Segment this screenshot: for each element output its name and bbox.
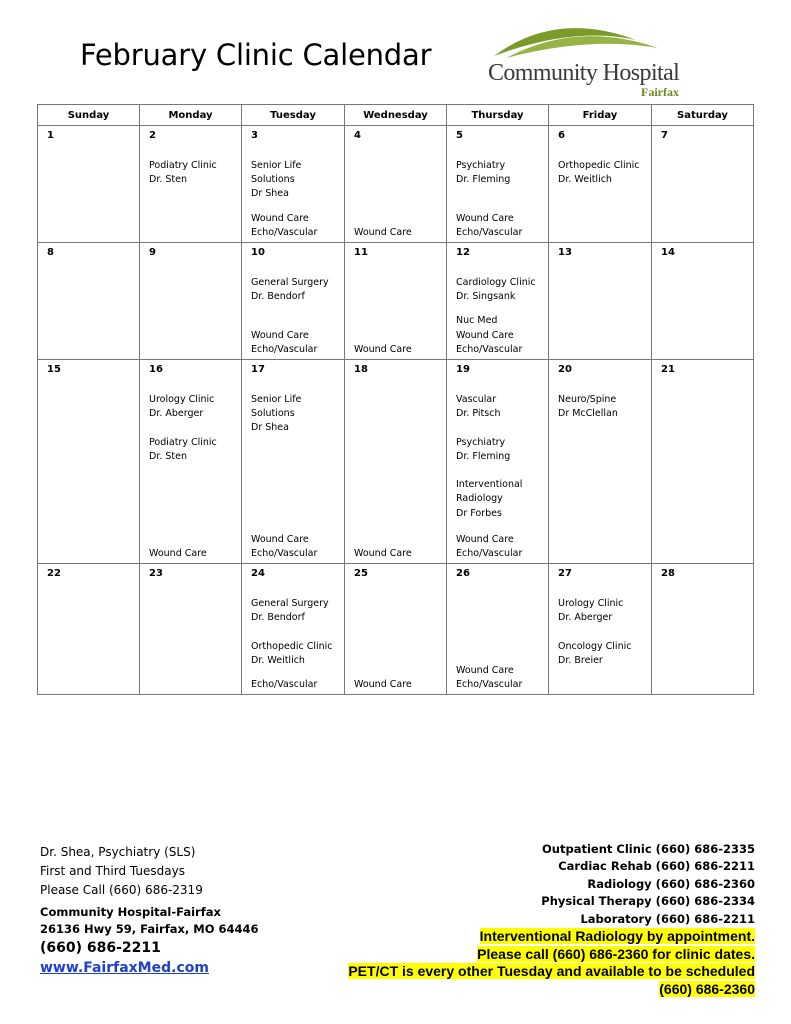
service-events: [456, 664, 522, 692]
clinic-event-line: Dr. Breier: [558, 654, 603, 666]
clinic-event-line: Urology Clinic: [149, 394, 215, 405]
department-phone: Physical Therapy (660) 686-2334: [541, 894, 755, 909]
service-event-line: Echo/Vascular: [456, 547, 523, 559]
clinic-event-line: Urology Clinic: [558, 598, 624, 609]
service-events: [251, 533, 317, 561]
day-number: 12: [456, 247, 470, 258]
logo-subtitle: Fairfax: [641, 85, 679, 99]
calendar-day-cell: [345, 360, 447, 564]
clinic-event-line: Dr. Aberger: [149, 408, 204, 420]
service-event-line: Wound Care: [354, 678, 412, 690]
clinic-event-line: Solutions: [251, 174, 295, 186]
notice-line: (660) 686-2360: [659, 980, 755, 997]
psychiatry-note-line: First and Third Tuesdays: [40, 864, 185, 878]
service-event-line: Wound Care: [354, 547, 412, 559]
clinic-event-line: Psychiatry: [456, 436, 506, 448]
calendar-day-cell: [549, 564, 652, 695]
day-number: 1: [47, 130, 54, 141]
service-events: [149, 547, 207, 561]
calendar-day-cell: [652, 126, 754, 243]
day-number: 19: [456, 364, 470, 375]
clinic-event-line: Podiatry Clinic: [149, 436, 217, 448]
calendar-table: [37, 104, 754, 695]
day-number: 7: [661, 130, 668, 141]
clinic-event-line: Dr. Sten: [149, 450, 188, 462]
calendar-day-cell: [242, 126, 345, 243]
clinic-event-line: Dr. Bendorf: [251, 291, 305, 303]
service-event-line: Echo/Vascular: [251, 343, 318, 355]
clinic-event-line: Dr. Weitlich: [251, 654, 305, 666]
clinic-event-line: Interventional: [456, 479, 523, 491]
clinic-event-line: Dr. Fleming: [456, 174, 511, 186]
weekday-header: Thursday: [447, 105, 549, 126]
calendar-day-cell: [447, 126, 549, 243]
service-event-line: Echo/Vascular: [251, 678, 318, 690]
service-events: [354, 547, 412, 561]
clinic-event-line: Neuro/Spine: [558, 394, 617, 405]
highlighted-notice: [348, 928, 755, 998]
clinic-events: [149, 159, 217, 187]
service-events: [456, 533, 522, 561]
calendar-day-cell: [549, 243, 652, 360]
calendar-day-cell: [140, 243, 242, 360]
calendar-day-cell: [140, 126, 242, 243]
notice-line: PET/CT is every other Tuesday and available to be scheduled: [348, 963, 755, 979]
service-events: [354, 226, 412, 240]
notice-line: Please call (660) 686-2360 for clinic dates.: [477, 945, 755, 962]
weekday-header-row: [38, 105, 754, 126]
hospital-logo: [486, 14, 711, 99]
clinic-event-line: Dr. Aberger: [558, 612, 613, 624]
service-event-line: Wound Care: [251, 212, 309, 224]
clinic-event-line: Dr. Fleming: [456, 450, 511, 462]
weekday-header: Monday: [140, 105, 242, 126]
day-number: 21: [661, 364, 675, 375]
clinic-events: [251, 276, 329, 304]
clinic-event-line: Podiatry Clinic: [149, 160, 217, 171]
clinic-event-line: Cardiology Clinic: [456, 277, 536, 288]
service-events: [354, 678, 412, 692]
day-number: 18: [354, 364, 368, 375]
service-event-line: Wound Care: [456, 664, 514, 676]
service-event-line: Wound Care: [456, 329, 514, 341]
day-number: 15: [47, 364, 61, 375]
calendar-day-cell: [38, 243, 140, 360]
service-events: [456, 314, 522, 357]
day-number: 27: [558, 568, 572, 579]
department-phone: Cardiac Rehab (660) 686-2211: [558, 859, 755, 874]
clinic-event-line: Radiology: [456, 493, 503, 505]
service-event-line: Echo/Vascular: [456, 226, 523, 238]
logo-arc-icon: [486, 14, 711, 64]
calendar-day-cell: [38, 360, 140, 564]
day-number: 13: [558, 247, 572, 258]
psychiatry-note-line: Please Call (660) 686-2319: [40, 883, 203, 897]
clinic-event-line: Dr. Pitsch: [456, 408, 501, 420]
logo-name: Community Hospital: [488, 60, 680, 86]
day-number: 20: [558, 364, 572, 375]
calendar-day-cell: [447, 243, 549, 360]
clinic-event-line: General Surgery: [251, 598, 329, 609]
clinic-event-line: Dr. Singsank: [456, 291, 516, 303]
clinic-event-line: Dr McClellan: [558, 408, 618, 420]
clinic-event-line: Dr. Sten: [149, 174, 188, 186]
clinic-events: [251, 393, 301, 436]
clinic-event-line: Solutions: [251, 408, 295, 420]
clinic-event-line: Dr. Bendorf: [251, 612, 305, 624]
day-number: 6: [558, 130, 565, 141]
clinic-event-line: Senior Life: [251, 394, 302, 405]
clinic-event-line: [251, 625, 333, 639]
service-event-line: Echo/Vascular: [456, 343, 523, 355]
weekday-header: Friday: [549, 105, 652, 126]
clinic-events: [558, 597, 631, 668]
day-number: 24: [251, 568, 265, 579]
calendar-day-cell: [652, 564, 754, 695]
calendar-day-cell: [447, 360, 549, 564]
website-link[interactable]: www.FairfaxMed.com: [40, 960, 209, 976]
clinic-event-line: [558, 625, 631, 639]
department-phones: [541, 841, 755, 928]
clinic-event-line: Oncology Clinic: [558, 640, 632, 652]
weekday-header: Wednesday: [345, 105, 447, 126]
day-number: 23: [149, 568, 163, 579]
clinic-event-line: [456, 421, 522, 435]
day-number: 25: [354, 568, 368, 579]
weekday-header: Sunday: [38, 105, 140, 126]
hospital-address: 26136 Hwy 59, Fairfax, MO 64446: [40, 922, 259, 936]
weekday-header: Tuesday: [242, 105, 345, 126]
calendar-day-cell: [140, 360, 242, 564]
day-number: 22: [47, 568, 61, 579]
service-events: [456, 212, 522, 240]
calendar-day-cell: [345, 243, 447, 360]
day-number: 9: [149, 247, 156, 258]
day-number: 28: [661, 568, 675, 579]
day-number: 4: [354, 130, 361, 141]
clinic-events: [149, 393, 217, 464]
service-events: [251, 212, 317, 240]
day-number: 5: [456, 130, 463, 141]
department-phone: Laboratory (660) 686-2211: [580, 911, 755, 926]
day-number: 17: [251, 364, 265, 375]
clinic-event-line: Senior Life: [251, 160, 302, 171]
service-event-line: Echo/Vascular: [251, 547, 318, 559]
clinic-event-line: Dr Shea: [251, 188, 289, 200]
clinic-event-line: General Surgery: [251, 277, 329, 288]
calendar-day-cell: [242, 243, 345, 360]
calendar-day-cell: [549, 126, 652, 243]
department-phone: Radiology (660) 686-2360: [587, 876, 755, 891]
clinic-event-line: [456, 464, 522, 478]
service-event-line: Wound Care: [251, 533, 309, 545]
day-number: 8: [47, 247, 54, 258]
calendar-week-row: [38, 243, 754, 360]
clinic-event-line: [149, 421, 217, 435]
footer-contact: [40, 843, 258, 978]
calendar-day-cell: [549, 360, 652, 564]
clinic-events: [558, 393, 618, 421]
service-event-line: Echo/Vascular: [251, 226, 318, 238]
calendar-week-row: [38, 360, 754, 564]
day-number: 14: [661, 247, 675, 258]
day-number: 10: [251, 247, 265, 258]
notice-line: Interventional Radiology by appointment.: [479, 928, 755, 944]
hospital-phone: (660) 686-2211: [40, 940, 161, 956]
clinic-event-line: Dr. Weitlich: [558, 174, 612, 186]
calendar-day-cell: [345, 564, 447, 695]
service-events: [251, 678, 317, 692]
clinic-events: [456, 276, 536, 304]
psychiatry-note-line: Dr. Shea, Psychiatry (SLS): [40, 845, 196, 859]
calendar-day-cell: [38, 126, 140, 243]
calendar-day-cell: [652, 360, 754, 564]
calendar-week-row: [38, 126, 754, 243]
clinic-event-line: Orthopedic Clinic: [251, 640, 333, 652]
service-event-line: Wound Care: [354, 343, 412, 355]
clinic-events: [251, 159, 301, 202]
clinic-events: [558, 159, 640, 187]
clinic-events: [456, 159, 510, 187]
calendar-day-cell: [242, 564, 345, 695]
calendar-day-cell: [140, 564, 242, 695]
department-phone: Outpatient Clinic (660) 686-2335: [542, 842, 755, 856]
service-event-line: Nuc Med: [456, 315, 498, 327]
day-number: 26: [456, 568, 470, 579]
day-number: 3: [251, 130, 258, 141]
weekday-header: Saturday: [652, 105, 754, 126]
clinic-event-line: Vascular: [456, 394, 497, 405]
service-events: [251, 329, 317, 357]
hospital-name: Community Hospital-Fairfax: [40, 905, 221, 919]
clinic-event-line: Dr Forbes: [456, 507, 502, 519]
day-number: 16: [149, 364, 163, 375]
day-number: 11: [354, 247, 368, 258]
clinic-events: [456, 393, 522, 521]
day-number: 2: [149, 130, 156, 141]
service-event-line: Wound Care: [354, 226, 412, 238]
clinic-event-line: Orthopedic Clinic: [558, 160, 640, 171]
calendar-day-cell: [652, 243, 754, 360]
clinic-event-line: Psychiatry: [456, 160, 506, 171]
calendar-day-cell: [447, 564, 549, 695]
calendar-day-cell: [242, 360, 345, 564]
page-title: February Clinic Calendar: [80, 38, 432, 72]
service-event-line: Echo/Vascular: [456, 678, 523, 690]
service-event-line: Wound Care: [149, 547, 207, 559]
service-event-line: Wound Care: [456, 212, 514, 224]
service-event-line: Wound Care: [456, 533, 514, 545]
calendar-day-cell: [38, 564, 140, 695]
service-events: [354, 343, 412, 357]
clinic-events: [251, 597, 333, 668]
clinic-event-line: Dr Shea: [251, 422, 289, 434]
calendar-week-row: [38, 564, 754, 695]
service-event-line: Wound Care: [251, 329, 309, 341]
calendar-day-cell: [345, 126, 447, 243]
